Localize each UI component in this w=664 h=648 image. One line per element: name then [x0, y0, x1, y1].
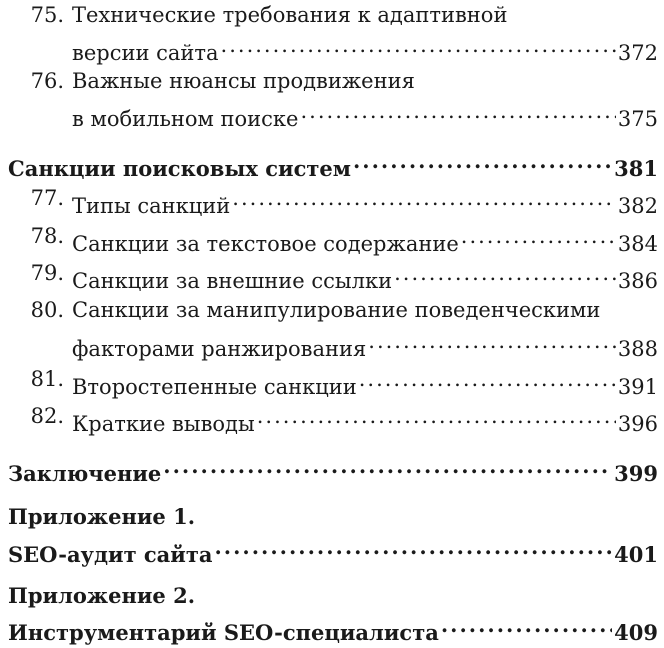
dot-leader: [359, 364, 616, 394]
dot-leader: [257, 401, 616, 431]
toc-chapter-conclusion: [0, 451, 664, 486]
dot-leader: [163, 451, 612, 481]
toc-appendix-2-line-2: [0, 610, 664, 645]
toc-entry-page: 409: [614, 620, 658, 645]
toc-entry-78: [0, 221, 664, 256]
toc-entry-title: версии сайта: [72, 41, 219, 65]
toc-entry-75-line-2: [0, 30, 664, 65]
toc-entry-page: 391: [617, 375, 658, 399]
toc-entry-page: 375: [617, 107, 658, 131]
toc-chapter-title: Приложение 2.: [8, 583, 196, 608]
dot-leader: [214, 532, 612, 562]
toc-entry-75-line-1: [0, 0, 664, 30]
toc-entry-title: Санкции за манипулирование поведенческими: [72, 298, 601, 322]
toc-entry-77: [0, 183, 664, 218]
toc-entry-title: Технические требования к адаптивной: [72, 3, 508, 27]
toc-entry-82: [0, 401, 664, 436]
toc-appendix-1-line-1: [0, 502, 664, 532]
toc-chapter-title: Приложение 1.: [8, 504, 196, 529]
dot-leader: [368, 326, 616, 356]
toc-entry-title: Санкции за внешние ссылки: [72, 269, 393, 293]
toc-entry-title: в мобильном поиске: [72, 107, 299, 131]
toc-entry-number: 77.: [30, 186, 64, 210]
toc-entry-number: 82.: [30, 404, 64, 428]
toc-entry-title: Важные нюансы продвижения: [72, 69, 415, 93]
toc-entry-page: 384: [617, 232, 658, 256]
toc-entry-page: 372: [617, 41, 658, 65]
toc-entry-page: 381: [614, 156, 658, 181]
toc-entry-page: 382: [617, 194, 658, 218]
toc-entry-80-line-1: [0, 295, 664, 325]
dot-leader: [461, 221, 616, 251]
toc-entry-number: 75.: [30, 3, 64, 27]
dot-leader: [301, 96, 616, 126]
toc-entry-title: Второстепенные санкции: [72, 375, 357, 399]
toc-entry-page: 399: [614, 461, 658, 486]
toc-entry-76-line-1: [0, 66, 664, 96]
toc-entry-number: 81.: [30, 367, 64, 391]
dot-leader: [232, 183, 616, 213]
toc-chapter-title: Инструментарий SEO-специалиста: [8, 620, 439, 645]
toc-entry-title: Краткие выводы: [72, 412, 255, 436]
toc-entry-page: 396: [617, 412, 658, 436]
toc-appendix-1-line-2: [0, 532, 664, 567]
dot-leader: [221, 30, 616, 60]
toc-entry-page: 386: [617, 269, 658, 293]
toc-entry-title: Санкции за текстовое содержание: [72, 232, 459, 256]
toc-entry-number: 76.: [30, 69, 64, 93]
toc-entry-page: 388: [617, 337, 658, 361]
toc-entry-76-line-2: [0, 96, 664, 131]
toc-chapter-sanctions: [0, 146, 664, 181]
toc-chapter-title: Санкции поисковых систем: [8, 156, 351, 181]
toc-entry-80-line-2: [0, 326, 664, 361]
toc-entry-title: Типы санкций: [72, 194, 231, 218]
toc-chapter-title: Заключение: [8, 461, 162, 486]
toc-entry-number: 79.: [30, 261, 64, 285]
toc-entry-number: 78.: [30, 224, 64, 248]
toc-entry-81: [0, 364, 664, 399]
dot-leader: [441, 610, 612, 640]
toc-entry-page: 401: [614, 542, 658, 567]
dot-leader: [353, 146, 612, 176]
toc-entry-title: факторами ранжирования: [72, 337, 367, 361]
toc-entry-79: [0, 258, 664, 293]
toc-appendix-2-line-1: [0, 581, 664, 611]
dot-leader: [394, 258, 616, 288]
toc-chapter-title: SEO-аудит сайта: [8, 542, 213, 567]
toc-entry-number: 80.: [30, 298, 64, 322]
